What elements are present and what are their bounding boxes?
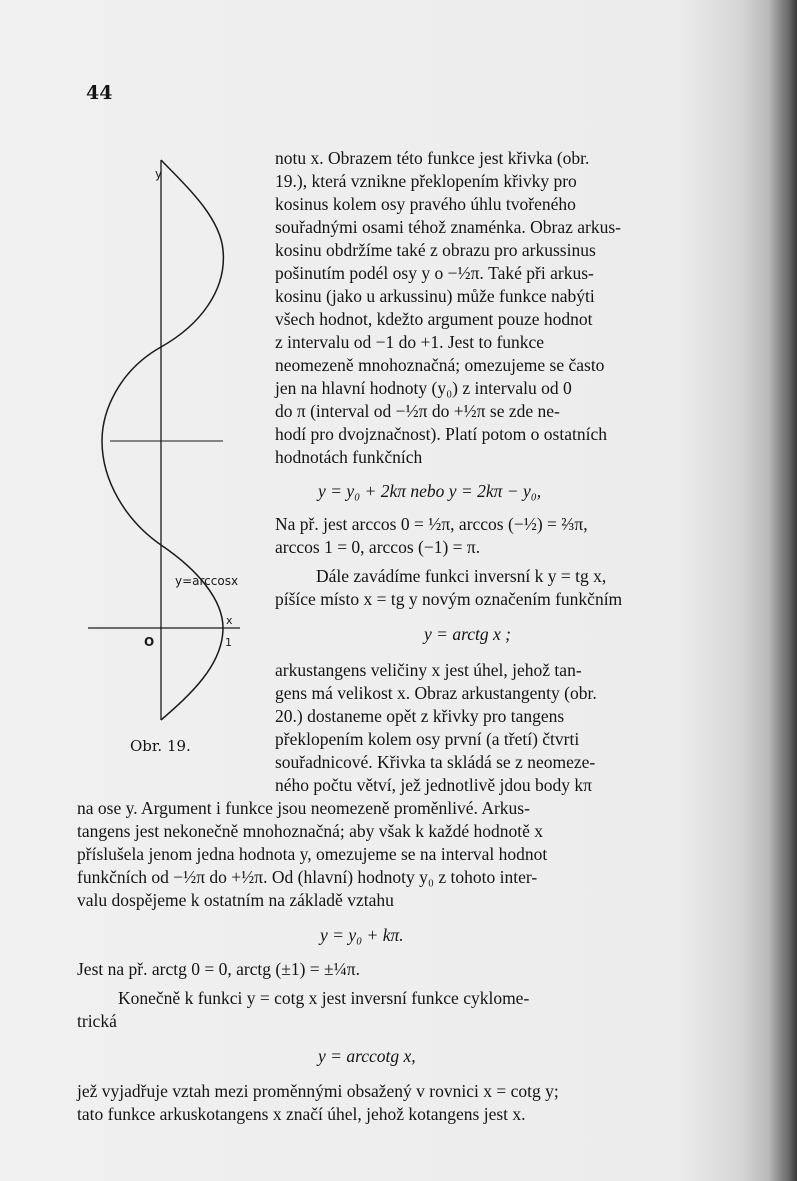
text-line: píšíce místo x = tg y novým označením funkčním (275, 589, 623, 609)
text-line: valu dospějeme k ostatním na základě vztahu (77, 890, 394, 910)
formula-line: y = y₀ + kπ. (320, 925, 404, 945)
text-line: souřadnými osami téhož znaménka. Obraz arkus- (275, 217, 621, 237)
text-line: souřadnicové. Křivka ta skládá se z neomeze- (275, 752, 596, 772)
formula-line: y = arctg x ; (424, 624, 511, 644)
text-line: z intervalu od −1 do +1. Jest to funkce (275, 332, 545, 352)
text-line: funkčních od −½π do +½π. Od (hlavní) hodnoty y₀ z tohoto inter- (77, 867, 538, 887)
arccos-graph (80, 150, 280, 770)
text-line: kosinu obdržíme také z obrazu pro arkussinus (275, 240, 596, 260)
text-line: všech hodnot, kdežto argument pouze hodnot (275, 309, 593, 329)
origin-label: O (144, 635, 155, 649)
text-line: do π (interval od −½π do +½π se zde ne- (275, 401, 560, 421)
y-axis-label: y (155, 167, 163, 181)
text-line: neomezeně mnohoznačná; omezujeme se často (275, 355, 605, 375)
text-line: gens má velikost x. Obraz arkustangenty (obr. (275, 683, 597, 703)
arccos-curve (102, 160, 223, 720)
text-line: jež vyjadřuje vztah mezi proměnnými obsažený v rovnici x = cotg y; (77, 1081, 559, 1101)
text-line: 20.) dostaneme opět z křivky pro tangens (275, 706, 565, 726)
text-line: hodnotách funkčních (275, 447, 423, 467)
page-binding-shadow (769, 0, 797, 1181)
formula-line: y = y₀ + 2kπ nebo y = 2kπ − y₀, (318, 481, 542, 501)
text-line: příslušela jenom jedna hodnota y, omezujeme se na interval hodnot (77, 844, 548, 864)
text-line: Konečně k funkci y = cotg x jest inversní funkce cyklome- (118, 988, 530, 1008)
x-axis-label: x (226, 614, 233, 627)
tick-label-one: 1 (225, 636, 232, 649)
text-line: hodí pro dvojznačnost). Platí potom o ostatních (275, 424, 607, 444)
text-line: arccos 1 = 0, arccos (−1) = π. (275, 537, 481, 557)
text-line: trická (77, 1011, 117, 1031)
figure-arccos (80, 150, 280, 770)
text-line: Jest na př. arctg 0 = 0, arctg (±1) = ±¼π. (77, 959, 360, 979)
text-line: notu x. Obrazem této funkce jest křivka (obr. (275, 148, 590, 168)
formula-line: y = arccotg x, (318, 1046, 416, 1066)
text-line: kosinus kolem osy pravého úhlu tvořeného (275, 194, 576, 214)
text-line: překlopením kolem osy první (a třetí) čtvrti (275, 729, 580, 749)
text-line: ného počtu větví, jež jednotlivě jdou body kπ (275, 775, 592, 795)
text-line: Na př. jest arccos 0 = ½π, arccos (−½) = ⅔π, (275, 514, 588, 534)
text-line: Dále zavádíme funkci inversní k y = tg x, (316, 566, 607, 586)
text-line: 19.), která vznikne překlopením křivky pro (275, 171, 577, 191)
figure-caption: Obr. 19. (130, 737, 191, 755)
text-line: arkustangens veličiny x jest úhel, jehož tan- (275, 660, 582, 680)
page-number: 44 (86, 82, 113, 104)
text-line: pošinutím podél osy y o −½π. Také při arkus- (275, 263, 594, 283)
text-line: tato funkce arkuskotangens x značí úhel, jehož kotangens jest x. (77, 1104, 526, 1124)
text-line: jen na hlavní hodnoty (y₀) z intervalu od 0 (275, 378, 572, 398)
curve-label: y=arccosx (175, 574, 239, 588)
text-line: tangens jest nekonečně mnohoznačná; aby však k každé hodnotě x (77, 821, 544, 841)
text-line: kosinu (jako u arkussinu) může funkce nabýti (275, 286, 595, 306)
text-line: na ose y. Argument i funkce jsou neomezeně proměnlivé. Arkus- (77, 798, 530, 818)
